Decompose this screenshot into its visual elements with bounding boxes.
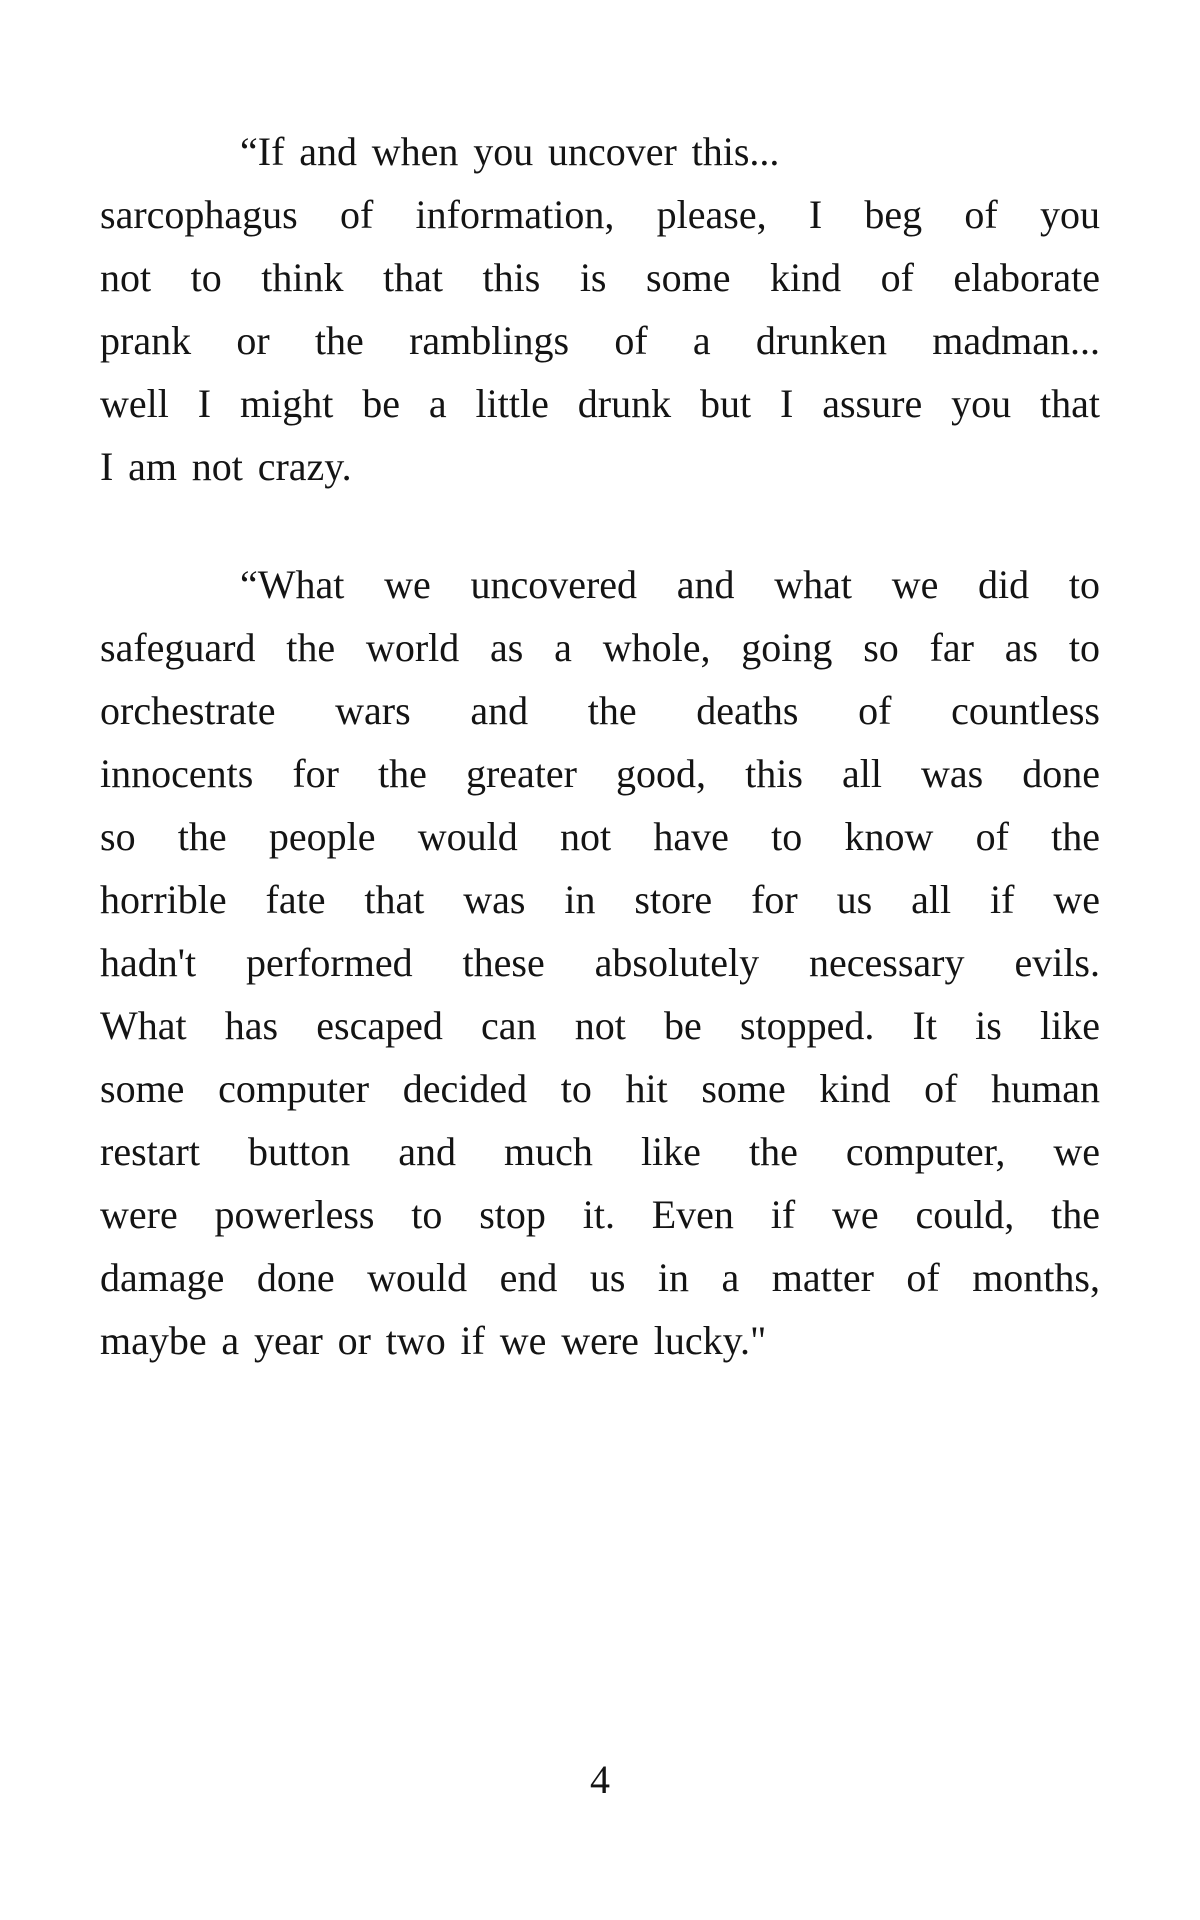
text-line: maybe a year or two if we were lucky." [100, 1318, 767, 1363]
paragraph-1 [100, 120, 1100, 498]
text-line: “What we uncovered and what we did to [240, 562, 1100, 607]
text-line: prank or the ramblings of a drunken madman... [100, 318, 1100, 363]
text-line: not to think that this is some kind of elaborate [100, 255, 1100, 300]
text-line: damage done would end us in a matter of months, [100, 1255, 1100, 1300]
text-line: What has escaped can not be stopped. It is like [100, 1003, 1100, 1048]
text-line: hadn't performed these absolutely necessary evils. [100, 940, 1100, 985]
text-line: sarcophagus of information, please, I beg of you [100, 192, 1100, 237]
page-number: 4 [590, 1757, 610, 1802]
text-line: horrible fate that was in store for us all if we [100, 877, 1100, 922]
text-line: I am not crazy. [100, 444, 352, 489]
paragraph-2 [100, 553, 1100, 1372]
text-line: “If and when you uncover this... [240, 129, 780, 174]
text-line: so the people would not have to know of the [100, 814, 1100, 859]
text-line: restart button and much like the computer, we [100, 1129, 1100, 1174]
text-line: well I might be a little drunk but I assure you that [100, 381, 1100, 426]
text-line: innocents for the greater good, this all was done [100, 751, 1100, 796]
page-text-block [100, 120, 1100, 1372]
text-line: orchestrate wars and the deaths of countless [100, 688, 1100, 733]
text-line: some computer decided to hit some kind of human [100, 1066, 1100, 1111]
text-line: safeguard the world as a whole, going so far as to [100, 625, 1100, 670]
text-line: were powerless to stop it. Even if we could, the [100, 1192, 1100, 1237]
